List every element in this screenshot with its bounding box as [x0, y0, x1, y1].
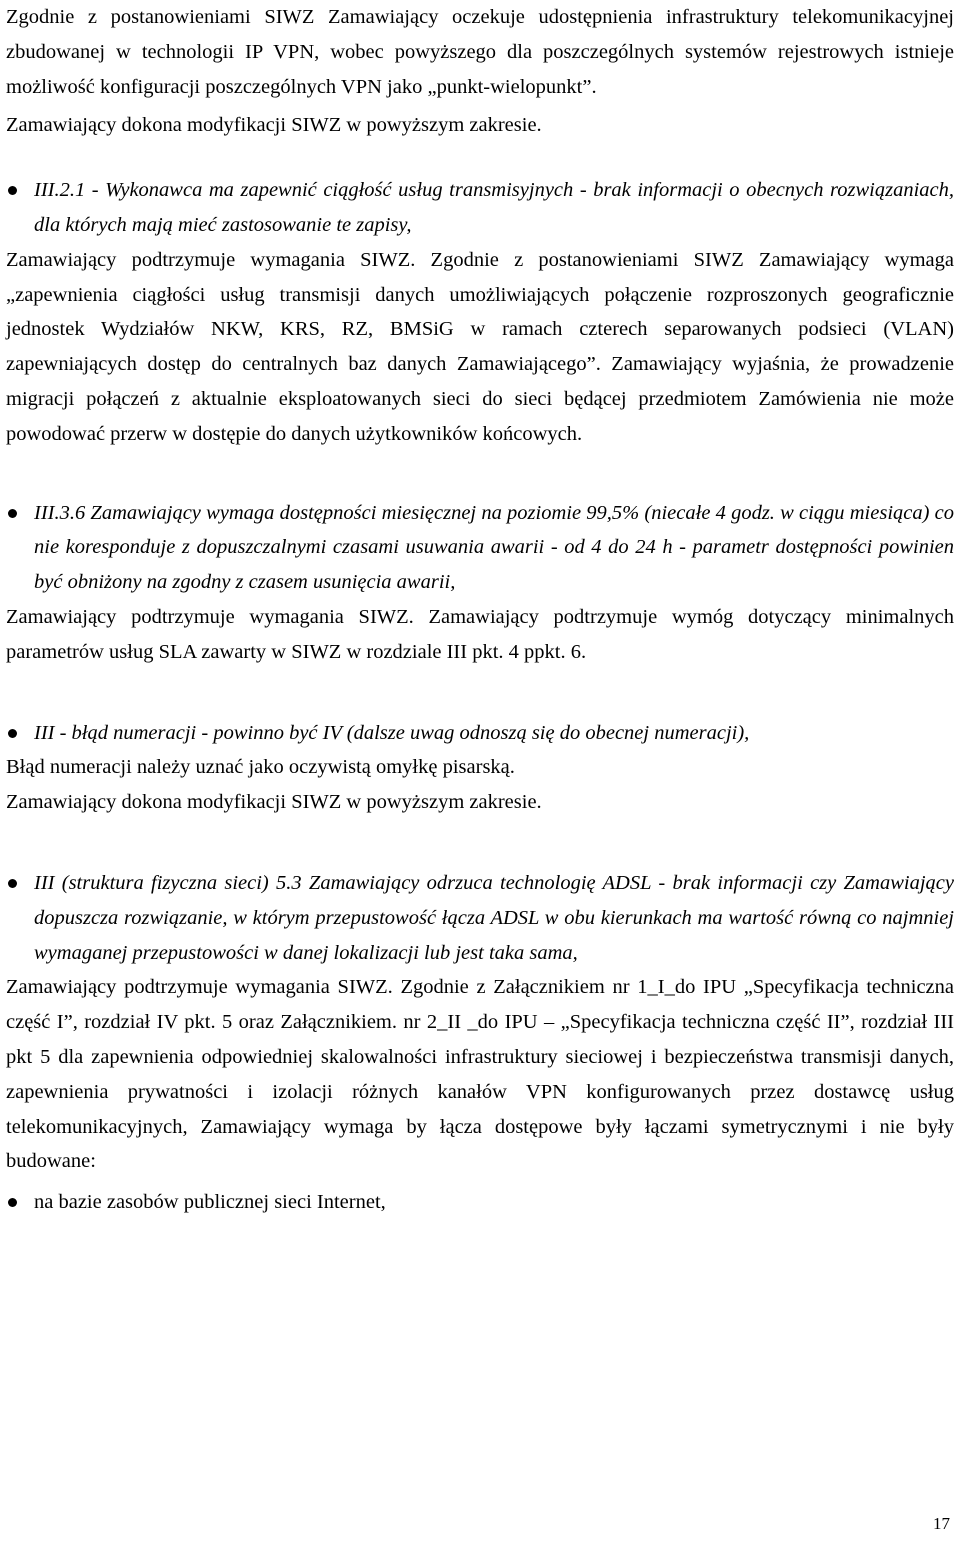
bullet-item-internet: [6, 1185, 954, 1220]
paragraph-vpn-config: Zgodnie z postanowieniami SIWZ Zamawiający oczekuje udostępnienia infrastruktury telekomunikacyjnej zbudowanej w technologii IP VPN, wobec powyższego dla poszczególnych systemów rejestrowych istnieje możliwość konfiguracji poszczególnych VPN jako „punkt-wielopunkt”.: [6, 6, 954, 98]
paragraph-sla-answer: Zamawiający podtrzymuje wymagania SIWZ. Zamawiający podtrzymuje wymóg dotyczący minimalnych parametrów usług SLA zawarty w SIWZ w rozdziale III pkt. 4 ppkt. 6.: [6, 605, 954, 663]
bullet-text-adsl: III (struktura fizyczna sieci) 5.3 Zamawiający odrzuca technologię ADSL - brak informacji czy Zamawiający dopuszcza rozwiązanie, w którym przepustowość łącza ADSL w obu kierunkach ma wartość równą co najmniej wymaganej przepustowości w danej lokalizacji lub jest taka sama,: [34, 871, 954, 964]
paragraph-continuity-answer: Zamawiający podtrzymuje wymagania SIWZ. Zgodnie z postanowieniami SIWZ Zamawiający wymaga „zapewnienia ciągłości usług transmisji danych umożliwiających połączenie rozproszonych geograficznie jednostek Wydziałów NKW, KRS, RZ, BMSiG w ramach czterech separowanych podsieci (VLAN) zapewniających dostęp do centralnych baz danych Zamawiającego”. Zamawiający wyjaśnia, że prowadzenie migracji połączeń z aktualnie eksploatowanych sieci do sieci będącej przedmiotem Zamówienia nie może powodować przerw w dostępie do danych użytkowników końcowych.: [6, 248, 954, 445]
bullet-text-internet: na bazie zasobów publicznej sieci Internet,: [34, 1191, 386, 1214]
bullet-item-continuity: [6, 173, 954, 243]
paragraph-numbering-error: Błąd numeracji należy uznać jako oczywistą omyłkę pisarską.: [6, 756, 515, 779]
paragraph-adsl-answer: Zamawiający podtrzymuje wymagania SIWZ. Zgodnie z Załącznikiem nr 1_I_do IPU „Specyfikacja techniczna część I”, rozdział IV pkt. 5 oraz Załącznikiem. nr 2_II _do IPU – „Specyfikacja techniczna część II”, rozdział III pkt 5 dla zapewnienia odpowiedniej skalowalności infrastruktury sieciowej i bezpieczeństwa transmisji danych, zapewnienia prywatności i izolacji różnych kanałów VPN konfigurowanych przez dostawcę usług telekomunikacyjnych, Zamawiający wymaga by łącza dostępowe były łączami symetrycznymi i nie były budowane:: [6, 976, 954, 1173]
bullet-icon: [6, 716, 34, 751]
paragraph-modification-2: Zamawiający dokona modyfikacji SIWZ w powyższym zakresie.: [6, 791, 542, 814]
bullet-icon: [6, 1185, 34, 1220]
bullet-icon: [6, 496, 34, 531]
bullet-item-adsl: [6, 866, 954, 970]
bullet-text-availability: III.3.6 Zamawiający wymaga dostępności miesięcznej na poziomie 99,5% (niecałe 4 godz. w ciągu miesiąca) co nie koresponduje z dopuszczalnymi czasami usuwania awarii - od 4 do 24 h - parametr dostępności powinien być obniżony na zgodny z czasem usunięcia awarii,: [34, 501, 954, 594]
bullet-item-numbering: [6, 716, 954, 751]
page-number: 17: [933, 1514, 950, 1533]
paragraph-modification-1: Zamawiający dokona modyfikacji SIWZ w powyższym zakresie.: [6, 114, 542, 137]
bullet-icon: [6, 173, 34, 208]
bullet-text-continuity: III.2.1 - Wykonawca ma zapewnić ciągłość usług transmisyjnych - brak informacji o obecnych rozwiązaniach, dla których mają mieć zastosowanie te zapisy,: [34, 179, 954, 236]
bullet-icon: [6, 866, 34, 901]
bullet-text-numbering: III - błąd numeracji - powinno być IV (dalsze uwag odnoszą się do obecnej numeracji),: [34, 721, 750, 744]
bullet-item-availability: [6, 496, 954, 600]
document-page: [6, 0, 954, 1220]
